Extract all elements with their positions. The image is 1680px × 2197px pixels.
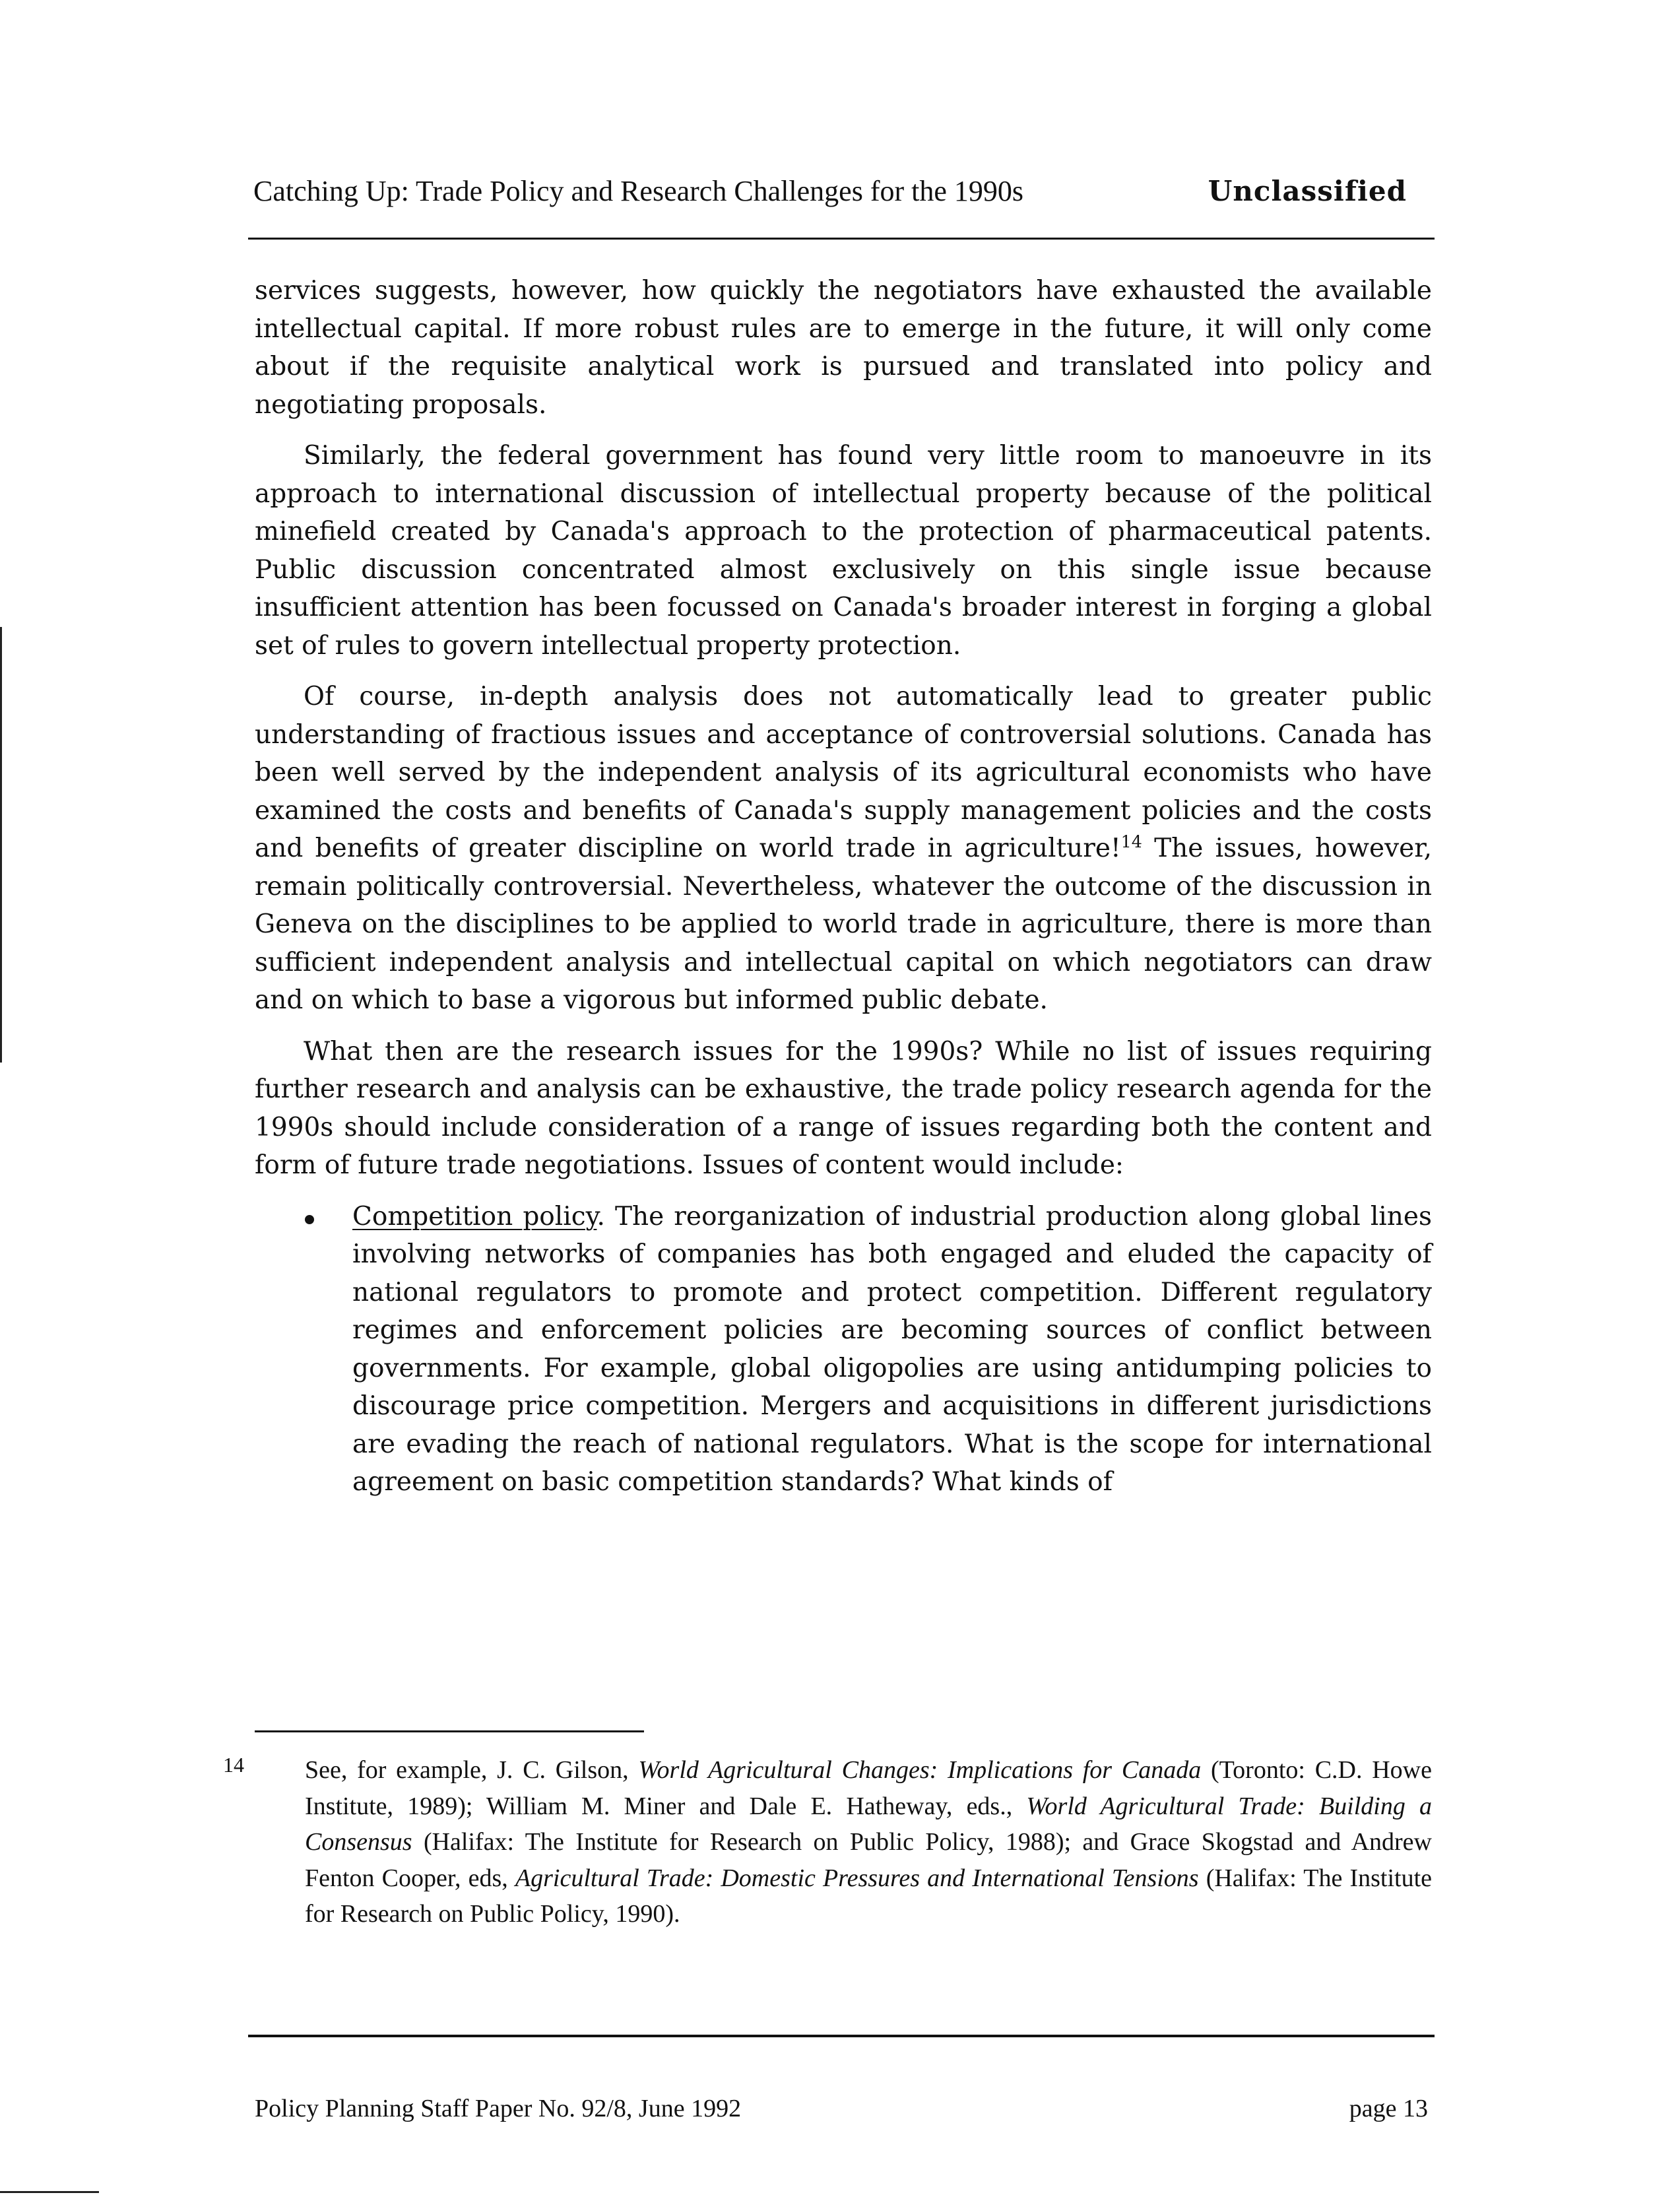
paragraph-agriculture — [255, 678, 1432, 1020]
citation-title: Agricultural Trade: Domestic Pressures and International Tensions — [515, 1864, 1199, 1892]
paper-reference: Policy Planning Staff Paper No. 92/8, June 1992 — [255, 2095, 742, 2122]
paragraph-intellectual-property: Similarly, the federal government has found very little room to manoeuvre in its approach to international discussion of intellectual property because of the political minefield created by Canada's approach to the protection of pharmaceutical patents. Public discussion concentrated almost exclusively on this single issue because insufficient attention has been focussed on Canada's broader interest in forging a global set of rules to govern intellectual property protection. — [255, 441, 1432, 661]
paragraph-continued: services suggests, however, how quickly the negotiators have exhausted the available intellectual capital. If more robust rules are to emerge in the future, it will only come about if the requisite analytical work is pursued and translated into policy and negotiating proposals. — [255, 276, 1432, 420]
bullet-icon — [305, 1215, 314, 1224]
paragraph-agriculture-text: Of course, in-depth analysis does not automatically lead to greater public understanding of fractious issues and acceptance of controversial solutions. Canada has been well served by the independent analysis of its agricultural economists who have examined the costs and benefits of Canada's supply management policies and the costs and benefits of greater discipline on world trade in agriculture! — [255, 682, 1432, 863]
paragraph-agriculture-text-continued: The issues, however, remain politically controversial. Nevertheless, whatever the outcome of the discussion in Geneva on the disciplines to be applied to world trade in agriculture, there is more than sufficient independent analysis and intellectual capital on which negotiators can draw and on which to base a vigorous but informed public debate. — [255, 834, 1432, 1015]
citation-title: World Agricultural Changes: Implications for Canada — [638, 1756, 1202, 1784]
footer-divider — [248, 2035, 1435, 2037]
bullet-term: Competition policy — [352, 1201, 597, 1231]
footnote-text: (Toronto: C.D. Howe Institute, 1989); William M. Miner and Dale E. Hatheway, eds., — [305, 1756, 1432, 1820]
citation-title: World Agricultural Trade: Building a Consensus — [305, 1792, 1432, 1856]
header-divider — [248, 238, 1435, 240]
page-number: page 13 — [1349, 2095, 1428, 2122]
issues-list — [255, 1198, 1432, 1501]
bullet-text: . The reorganization of industrial production along global lines involving networks of companies has both engaged and eluded the capacity of national regulators to promote and protect competition. Different regulatory regimes and enforcement policies are becoming sources of conflict between governments. For example, global oligopolies are using antidumping policies to discourage price competition. Mergers and acquisitions in different jurisdictions are evading the reach of national regulators. What is the scope for international agreement on basic competition standards? What kinds of — [352, 1201, 1432, 1497]
footnote-text: (Halifax: The Institute for Research on Public Policy, 1988); and Grace Skogstad and Andrew Fenton Cooper, eds, — [305, 1828, 1432, 1892]
classification-label: Unclassified — [1208, 175, 1407, 207]
page-footer — [248, 2089, 1435, 2128]
footnote-number: 14 — [223, 1753, 244, 1777]
footnote — [223, 1752, 1432, 1932]
scan-margin-line — [0, 627, 2, 1063]
paragraph-research-issues: What then are the research issues for the 1990s? While no list of issues requiring further research and analysis can be exhaustive, the trade policy research agenda for the 1990s should include consideration of a range of issues regarding both the content and form of future trade negotiations. Issues of content would include: — [255, 1036, 1432, 1180]
running-title: Catching Up: Trade Policy and Research Challenges for the 1990s — [253, 175, 1024, 207]
footnote-divider — [255, 1730, 644, 1732]
body-text — [255, 272, 1432, 1501]
footnote-text: (Halifax: The Institute for Research on Public Policy, 1990). — [305, 1864, 1433, 1928]
scan-corner-mark — [0, 2191, 99, 2193]
list-item — [255, 1198, 1432, 1501]
footnote-text: See, for example, J. C. Gilson, — [305, 1756, 639, 1784]
page-header — [253, 168, 1440, 214]
footnote-reference[interactable]: 14 — [1120, 832, 1142, 851]
footnote-body — [305, 1752, 1432, 1932]
